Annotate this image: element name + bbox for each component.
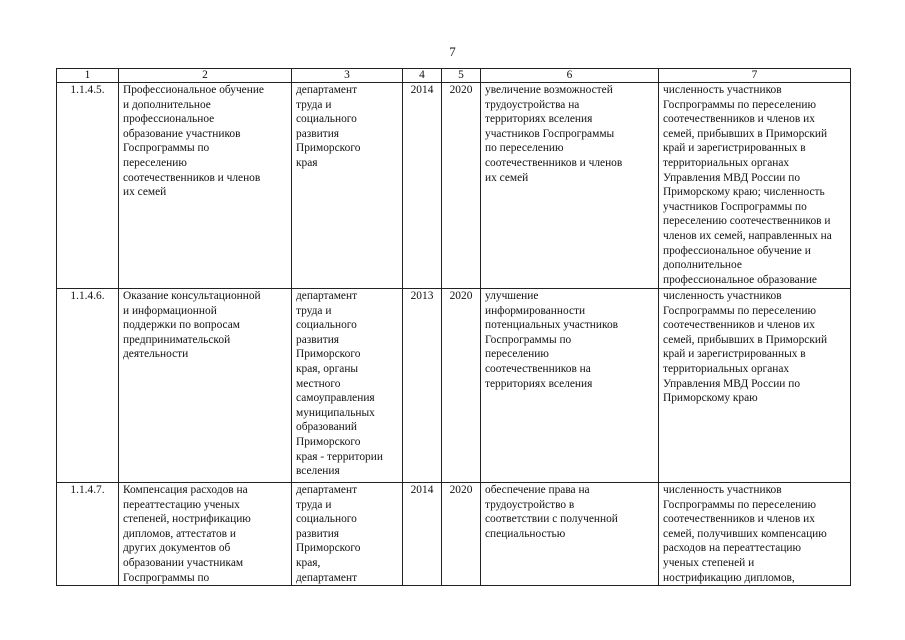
column-header-5: 5 bbox=[442, 69, 481, 83]
column-header-3: 3 bbox=[292, 69, 403, 83]
measure-executor bbox=[292, 289, 403, 483]
measure-executor-text: департамент труда и социального развития Приморского края bbox=[296, 84, 361, 169]
measure-indicator bbox=[659, 483, 851, 586]
measure-name bbox=[119, 483, 292, 586]
measure-result bbox=[481, 83, 659, 289]
measure-executor-text: департамент труда и социального развития Приморского края, департамент bbox=[296, 484, 361, 584]
measure-indicator bbox=[659, 83, 851, 289]
column-number-header-row bbox=[57, 69, 851, 83]
measure-number: 1.1.4.6. bbox=[57, 289, 119, 483]
measure-result-text: улучшение информированности потенциальных участников Госпрограммы по переселению соотечественников на территориях вселения bbox=[485, 290, 619, 390]
measure-name bbox=[119, 83, 292, 289]
column-header-2: 2 bbox=[119, 69, 292, 83]
measure-indicator-text: численность участников Госпрограммы по переселению соотечественников и членов их семей, получивших компенсацию расходов на переаттестацию ученых степеней и нострификацию дипломов, bbox=[663, 484, 827, 584]
measure-start-year: 2013 bbox=[403, 289, 442, 483]
measure-result bbox=[481, 289, 659, 483]
measure-name-text: Профессиональное обучение и дополнительное профессиональное образование участников Госпрограммы по переселению соотечественников и членов их семей bbox=[123, 84, 264, 199]
measure-executor-text: департамент труда и социального развития Приморского края, органы местного самоуправления муниципальных образований Приморского края - территории вселения bbox=[296, 290, 383, 478]
measure-name-text: Компенсация расходов на переаттестацию ученых степеней, нострификацию дипломов, аттестатов и других документов об образовании участникам Госпрограммы по bbox=[123, 484, 251, 584]
measure-executor bbox=[292, 483, 403, 586]
table-row bbox=[57, 483, 851, 586]
measure-start-year: 2014 bbox=[403, 83, 442, 289]
measure-indicator-text: численность участников Госпрограммы по переселению соотечественников и членов их семей, прибывших в Приморский край и зарегистрированных в территориальных органах Управления МВД России по Приморскому краю; численность участников Госпрограммы по переселению соотечественников и членов их семей, направленных на профессиональное обучение и дополнительное профессиональное образование bbox=[663, 84, 832, 286]
measure-end-year: 2020 bbox=[442, 83, 481, 289]
measure-indicator bbox=[659, 289, 851, 483]
measure-result-text: увеличение возможностей трудоустройства на территориях вселения участников Госпрограммы по переселению соотечественников и членов их семей bbox=[485, 84, 623, 184]
table-row bbox=[57, 289, 851, 483]
column-header-1: 1 bbox=[57, 69, 119, 83]
measure-result bbox=[481, 483, 659, 586]
table-row bbox=[57, 83, 851, 289]
measure-name bbox=[119, 289, 292, 483]
page-number: 7 bbox=[449, 44, 456, 59]
measure-name-text: Оказание консультационной и информационной поддержки по вопросам предпринимательской деятельности bbox=[123, 290, 261, 361]
measure-indicator-text: численность участников Госпрограммы по переселению соотечественников и членов их семей, прибывших в Приморский край и зарегистрированных в территориальных органах Управления МВД России по Приморскому краю bbox=[663, 290, 828, 405]
measure-number: 1.1.4.7. bbox=[57, 483, 119, 586]
measure-result-text: обеспечение права на трудоустройство в соответствии с полученной специальностью bbox=[485, 484, 618, 540]
column-header-4: 4 bbox=[403, 69, 442, 83]
column-header-7: 7 bbox=[659, 69, 851, 83]
measure-number: 1.1.4.5. bbox=[57, 83, 119, 289]
measure-end-year: 2020 bbox=[442, 483, 481, 586]
measure-end-year: 2020 bbox=[442, 289, 481, 483]
measure-start-year: 2014 bbox=[403, 483, 442, 586]
measure-executor bbox=[292, 83, 403, 289]
column-header-6: 6 bbox=[481, 69, 659, 83]
program-measures-table bbox=[56, 68, 851, 586]
